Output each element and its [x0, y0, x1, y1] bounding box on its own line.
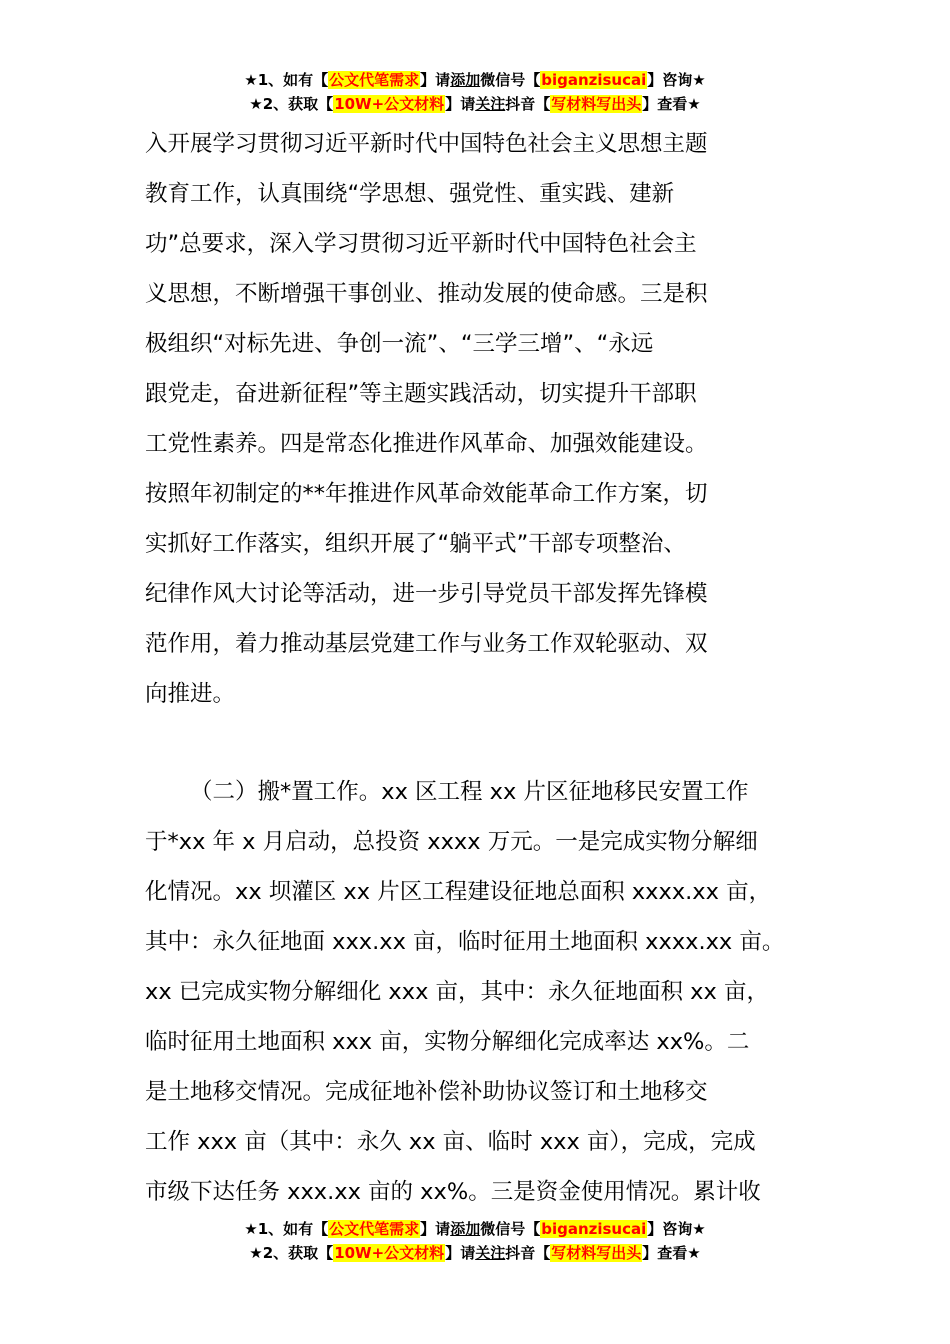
banner-text: 】请 — [445, 1244, 476, 1262]
text-line: 纪律作风大讨论等活动，进一步引导党员干部发挥先锋模 — [145, 581, 708, 607]
banner-text: 】请 — [420, 1220, 451, 1238]
text-line: 按照年初制定的**年推进作风革命效能革命工作方案，切 — [145, 481, 708, 507]
banner-line-1 — [0, 68, 950, 92]
highlight-materials: 10W+公文材料 — [334, 95, 445, 113]
banner-underlined-text: 添加 — [450, 71, 481, 89]
banner-line-2 — [0, 92, 950, 116]
banner-text: 】咨询★ — [647, 1220, 706, 1238]
banner-text: 】查看★ — [642, 1244, 701, 1262]
bottom-banner — [0, 1217, 950, 1265]
text-line: 极组织“对标先进、争创一流”、“三学三增”、“永远 — [145, 331, 654, 357]
text-line: 跟党走，奋进新征程”等主题实践活动，切实提升干部职 — [145, 381, 697, 407]
banner-text: 】请 — [420, 71, 451, 89]
banner-line-1 — [0, 1217, 950, 1241]
banner-text: 】查看★ — [642, 95, 701, 113]
highlight-wechat-id: biganzisucai — [541, 1220, 647, 1238]
body-paragraph-2 — [145, 767, 835, 1217]
banner-text: 微信号【 — [480, 71, 541, 89]
highlight-materials: 10W+公文材料 — [334, 1244, 445, 1262]
banner-line-2 — [0, 1241, 950, 1265]
text-line: 于*xx 年 x 月启动，总投资 xxxx 万元。一是完成实物分解细 — [145, 829, 758, 855]
text-line: 功”总要求，深入学习贯彻习近平新时代中国特色社会主 — [145, 231, 697, 257]
banner-text: ★1、如有【 — [244, 1220, 329, 1238]
banner-underlined-text: 添加 — [450, 1220, 481, 1238]
text-line: 是土地移交情况。完成征地补偿补助协议签订和土地移交 — [145, 1079, 708, 1105]
text-line: （二）搬*置工作。xx 区工程 xx 片区征地移民安置工作 — [190, 779, 749, 805]
text-line: xx 已完成实物分解细化 xxx 亩，其中：永久征地面积 xx 亩， — [145, 979, 769, 1005]
banner-text: 】咨询★ — [647, 71, 706, 89]
text-line: 教育工作，认真围绕“学思想、强党性、重实践、建新 — [145, 181, 675, 207]
text-line: 入开展学习贯彻习近平新时代中国特色社会主义思想主题 — [145, 131, 708, 157]
highlight-service: 公文代笔需求 — [329, 71, 420, 89]
banner-text: 】请 — [445, 95, 476, 113]
text-line: 化情况。xx 坝灌区 xx 片区工程建设征地总面积 xxxx.xx 亩， — [145, 879, 772, 905]
text-line: 市级下达任务 xxx.xx 亩的 xx%。三是资金使用情况。累计收 — [145, 1179, 761, 1205]
banner-text: ★1、如有【 — [244, 71, 329, 89]
text-line: 工作 xxx 亩（其中：永久 xx 亩、临时 xxx 亩），完成，完成 — [145, 1129, 756, 1155]
text-line: 义思想，不断增强干事创业、推动发展的使命感。三是积 — [145, 281, 708, 307]
banner-text: 抖音【 — [505, 95, 551, 113]
highlight-service: 公文代笔需求 — [329, 1220, 420, 1238]
highlight-douyin-id: 写材料写出头 — [551, 1244, 642, 1262]
banner-text: 微信号【 — [480, 1220, 541, 1238]
text-line: 向推进。 — [145, 681, 236, 707]
text-line: 其中：永久征地面 xxx.xx 亩，临时征用土地面积 xxxx.xx 亩。 — [145, 929, 785, 955]
banner-text: ★2、获取【 — [249, 95, 334, 113]
top-banner — [0, 68, 950, 116]
highlight-wechat-id: biganzisucai — [541, 71, 647, 89]
banner-underlined-text: 关注 — [475, 95, 506, 113]
banner-text: 抖音【 — [505, 1244, 551, 1262]
text-line: 临时征用土地面积 xxx 亩，实物分解细化完成率达 xx%。二 — [145, 1029, 750, 1055]
text-line: 工党性素养。四是常态化推进作风革命、加强效能建设。 — [145, 431, 708, 457]
banner-underlined-text: 关注 — [475, 1244, 506, 1262]
banner-text: ★2、获取【 — [249, 1244, 334, 1262]
highlight-douyin-id: 写材料写出头 — [551, 95, 642, 113]
body-paragraph-1 — [145, 119, 835, 719]
text-line: 实抓好工作落实，组织开展了“躺平式”干部专项整治、 — [145, 531, 686, 557]
text-line: 范作用，着力推动基层党建工作与业务工作双轮驱动、双 — [145, 631, 708, 657]
